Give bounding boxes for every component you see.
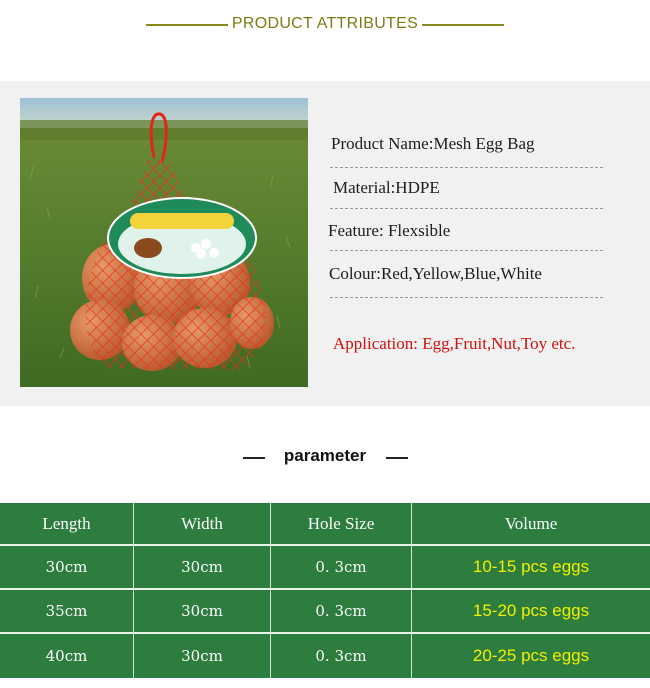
divider [330, 297, 603, 298]
title-line-left [146, 24, 228, 26]
dash-right [386, 457, 408, 459]
product-photo [20, 98, 308, 387]
section-title-text: PRODUCT ATTRIBUTES [231, 15, 419, 32]
divider [330, 167, 603, 168]
cell-length: 35cm [45, 602, 88, 620]
cell-length: 30cm [45, 558, 88, 576]
cell-width: 30cm [181, 647, 223, 665]
cell-hole-size: 0. 3cm [315, 602, 367, 620]
section-title-product-attributes [0, 10, 650, 40]
cell-hole-size: 0. 3cm [315, 647, 367, 665]
table-row [0, 590, 650, 632]
title-line-right [422, 24, 504, 26]
cell-volume: 15-20 pcs eggs [472, 601, 590, 620]
col-header: Width [181, 513, 223, 533]
attr-product-name: Product Name:Mesh Egg Bag [331, 134, 535, 153]
egg-bag-illustration [20, 98, 308, 387]
cell-hole-size: 0. 3cm [315, 558, 367, 576]
cell-width: 30cm [181, 602, 223, 620]
table-row [0, 634, 650, 678]
col-header: Hole Size [307, 513, 375, 533]
col-header: Length [42, 513, 91, 533]
cell-volume: 10-15 pcs eggs [472, 557, 590, 576]
table-header-row [0, 503, 650, 544]
cell-width: 30cm [181, 558, 223, 576]
col-header: Volume [504, 513, 558, 533]
attr-colour: Colour:Red,Yellow,Blue,White [329, 264, 542, 283]
table-row [0, 546, 650, 588]
attr-material: Material:HDPE [333, 178, 440, 197]
parameter-heading [0, 445, 650, 469]
divider [330, 250, 603, 251]
parameter-title: parameter [283, 446, 367, 465]
divider [330, 208, 603, 209]
attr-application: Application: Egg,Fruit,Nut,Toy etc. [333, 334, 576, 353]
cell-volume: 20-25 pcs eggs [472, 646, 590, 665]
attr-feature: Feature: Flexsible [328, 221, 451, 240]
dash-left [243, 457, 265, 459]
cell-length: 40cm [45, 647, 88, 665]
